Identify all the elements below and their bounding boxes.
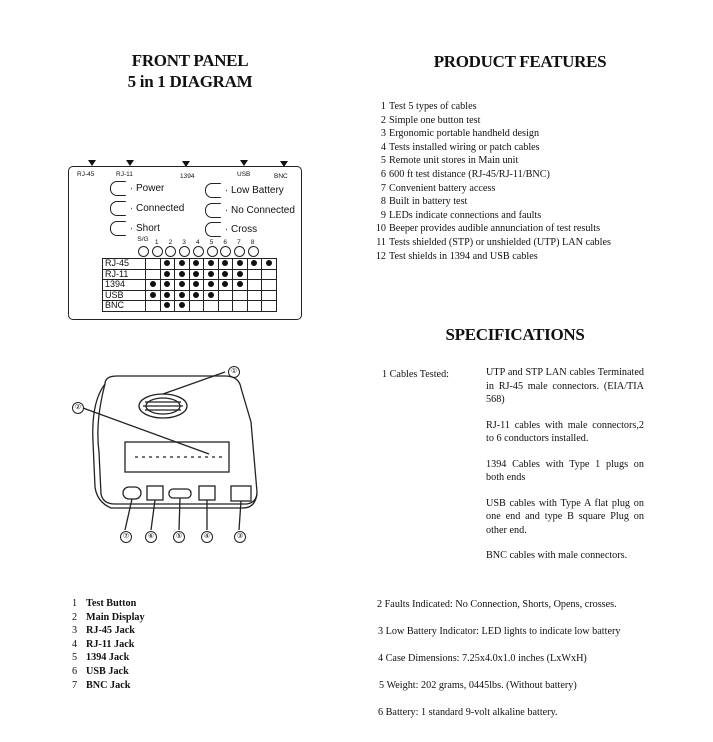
part-number: 3: [72, 625, 78, 637]
parts-list: [72, 597, 145, 692]
grid-cell: [247, 269, 262, 280]
callout-3: ③: [234, 531, 246, 543]
pin-dot-icon: [179, 292, 185, 298]
cable-type-description: RJ-11 cables with male connectors,2 to 6 conductors installed.: [486, 419, 644, 444]
usb-jack: [147, 486, 163, 500]
pin-dot-icon: [164, 292, 170, 298]
pin-label: S/G: [137, 236, 149, 243]
pin-dot-icon: [208, 260, 214, 266]
bnc-jack: [123, 487, 141, 499]
led-cross-label: Cross: [231, 224, 258, 235]
grid-cell: [146, 280, 161, 291]
grid-row-label: BNC: [103, 301, 146, 312]
port-label-rj11: RJ-11: [116, 171, 133, 178]
led-indicator-icon: [205, 203, 227, 218]
grid-cell: [189, 301, 204, 312]
cable-type-description: USB cables with Type A flat plug on one end and type B square Plug on other end.: [486, 497, 644, 536]
grid-cell: [262, 290, 277, 301]
led-indicator-icon: [110, 181, 132, 196]
grid-cell: [247, 280, 262, 291]
grid-cell: [233, 269, 248, 280]
pin-led-icon: [138, 246, 149, 257]
grid-cell: [175, 269, 190, 280]
features-list: [372, 100, 702, 263]
part-label: RJ-11 Jack: [86, 638, 135, 650]
part-item: [72, 679, 145, 693]
led-connected: [110, 201, 184, 216]
pin-label: 1: [154, 239, 159, 246]
port-label-bnc: BNC: [274, 173, 288, 180]
pin-label: 2: [168, 239, 173, 246]
grid-cell: [146, 269, 161, 280]
grid-cell: [233, 280, 248, 291]
callout-1: ①: [228, 366, 240, 378]
part-number: 6: [72, 665, 78, 677]
spec-faults: 2 Faults Indicated: No Connection, Shorts, Opens, crosses.: [377, 599, 617, 610]
part-item: [72, 651, 145, 665]
pin-label: 3: [182, 239, 186, 246]
pin-label: 8: [250, 239, 255, 246]
grid-row-label: RJ-11: [103, 269, 146, 280]
feature-number: 7: [380, 182, 386, 194]
feature-number: 11: [376, 236, 386, 248]
pin-led-icon: [207, 246, 218, 257]
front-panel-title: [100, 50, 280, 92]
led-indicator-icon: [205, 183, 227, 198]
callout-6: ⑥: [145, 531, 157, 543]
spec-case-dimensions: 4 Case Dimensions: 7.25x4.0x1.0 inches (LxWxH): [378, 653, 587, 664]
part-item: [72, 665, 145, 679]
led-low-battery-label: Low Battery: [231, 185, 284, 196]
grid-cell: [218, 280, 233, 291]
led-power-label: Power: [136, 183, 165, 194]
part-label: BNC Jack: [86, 679, 131, 691]
feature-number: 3: [380, 128, 386, 140]
feature-text: LEDs indicate connections and faults: [389, 209, 542, 221]
feature-item: [372, 209, 702, 223]
grid-cell: [233, 290, 248, 301]
feature-item: [372, 168, 702, 182]
port-label-1394: 1394: [180, 173, 195, 180]
pin-label: 4: [195, 239, 200, 246]
grid-cell: [189, 269, 204, 280]
callout-5: ⑤: [173, 531, 185, 543]
grid-cell: [146, 301, 161, 312]
feature-number: 8: [380, 196, 386, 208]
grid-cell: [204, 280, 219, 291]
grid-cell: [160, 301, 175, 312]
feature-text: Test 5 types of cables: [389, 101, 477, 112]
pin-dot-icon: [164, 271, 170, 277]
feature-text: Test shields in 1394 and USB cables: [389, 250, 538, 262]
grid-cell: [175, 290, 190, 301]
cable-pin-grid: [102, 258, 277, 312]
grid-cell: [204, 269, 219, 280]
pin-led-icon: [193, 246, 204, 257]
rj11-jack: [199, 486, 215, 500]
pin-dot-icon: [179, 271, 185, 277]
grid-cell: [247, 290, 262, 301]
feature-item: [372, 182, 702, 196]
pin-dot-icon: [222, 271, 228, 277]
specifications-title: SPECIFICATIONS: [445, 325, 585, 344]
part-number: 5: [72, 652, 78, 664]
device-outline: [98, 376, 257, 504]
grid-row-label: RJ-45: [103, 259, 146, 270]
part-number: 2: [72, 611, 78, 623]
grid-row: [103, 290, 277, 301]
pin-dot-icon: [237, 260, 243, 266]
feature-text: Tests shielded (STP) or unshielded (UTP) LAN cables: [389, 236, 611, 248]
part-label: USB Jack: [86, 665, 129, 677]
part-item: [72, 597, 145, 611]
tester-device-drawing: [65, 362, 280, 547]
feature-item: [372, 114, 702, 128]
pin-label: 7: [237, 239, 241, 246]
grid-cell: [247, 259, 262, 270]
pin-dot-icon: [266, 260, 272, 266]
pin-led-icon: [152, 246, 163, 257]
cable-type-description: BNC cables with male connectors.: [486, 550, 628, 561]
pin-dot-icon: [222, 281, 228, 287]
feature-number: 1: [380, 101, 386, 112]
pin-dot-icon: [164, 260, 170, 266]
grid-cell: [160, 269, 175, 280]
feature-number: 10: [375, 223, 386, 235]
grid-cell: [218, 259, 233, 270]
pin-dot-icon: [208, 281, 214, 287]
grid-cell: [262, 301, 277, 312]
spec-battery: 6 Battery: 1 standard 9-volt alkaline battery.: [378, 707, 558, 718]
feature-item: [372, 250, 702, 264]
feature-item: [372, 100, 702, 114]
part-number: 1: [72, 598, 78, 609]
part-label: 1394 Jack: [86, 652, 130, 664]
pin-dot-icon: [193, 260, 199, 266]
front-panel-title-line1: FRONT PANEL: [131, 51, 249, 70]
led-indicator-icon: [205, 222, 227, 237]
feature-text: Remote unit stores in Main unit: [389, 155, 519, 167]
pin-dot-icon: [237, 271, 243, 277]
feature-text: Simple one button test: [389, 114, 481, 126]
pin-dot-icon: [150, 281, 156, 287]
led-connected-label: Connected: [136, 203, 185, 214]
led-low-battery: [205, 183, 284, 198]
part-number: 7: [72, 679, 78, 691]
pin-dot-icon: [222, 260, 228, 266]
spec-low-battery: 3 Low Battery Indicator: LED lights to indicate low battery: [378, 626, 621, 637]
grid-row: [103, 280, 277, 291]
front-panel-title-line2: 5 in 1 DIAGRAM: [127, 72, 253, 91]
feature-text: Convenient battery access: [389, 182, 496, 194]
callout-4: ④: [201, 531, 213, 543]
led-indicator-icon: [110, 221, 132, 236]
part-label: Main Display: [86, 611, 145, 623]
grid-cell: [146, 259, 161, 270]
feature-number: 4: [380, 141, 386, 153]
grid-cell: [189, 290, 204, 301]
grid-row: [103, 301, 277, 312]
grid-row: [103, 269, 277, 280]
led-power: [110, 181, 164, 196]
pin-dot-icon: [179, 302, 185, 308]
pin-label: 5: [209, 239, 214, 246]
feature-text: 600 ft test distance (RJ-45/RJ-11/BNC): [389, 168, 550, 180]
callout-2: ②: [72, 402, 84, 414]
feature-number: 5: [380, 155, 386, 167]
feature-number: 2: [380, 114, 386, 126]
pin-dot-icon: [193, 292, 199, 298]
feature-item: [372, 222, 702, 236]
feature-text: Built in battery test: [389, 196, 468, 208]
feature-number: 6: [380, 168, 386, 180]
grid-cell: [189, 259, 204, 270]
grid-cell: [218, 269, 233, 280]
feature-number: 12: [375, 250, 386, 262]
grid-cell: [233, 301, 248, 312]
led-short-label: Short: [136, 223, 160, 234]
port-label-usb: USB: [237, 171, 251, 178]
grid-cell: [262, 259, 277, 270]
grid-row-label: USB: [103, 290, 146, 301]
pin-led-icon: [248, 246, 259, 257]
grid-cell: [204, 259, 219, 270]
feature-text: Beeper provides audible annunciation of test results: [389, 223, 601, 235]
grid-cell: [204, 301, 219, 312]
pin-dot-icon: [150, 292, 156, 298]
spec-cables-label: 1 Cables Tested:: [382, 369, 450, 380]
cable-type-description: 1394 Cables with Type 1 plugs on both ends: [486, 458, 644, 483]
part-item: [72, 638, 145, 652]
led-short: [110, 221, 160, 236]
grid-cell: [160, 259, 175, 270]
callout-7: ⑦: [120, 531, 132, 543]
grid-row-label: 1394: [103, 280, 146, 291]
part-item: [72, 611, 145, 625]
pin-dot-icon: [251, 260, 257, 266]
pin-dot-icon: [179, 281, 185, 287]
grid-cell: [175, 280, 190, 291]
pin-dot-icon: [164, 302, 170, 308]
part-item: [72, 624, 145, 638]
spec-cables-tested: [486, 366, 644, 563]
feature-text: Ergonomic portable handheld design: [389, 128, 540, 140]
grid-cell: [247, 301, 262, 312]
pin-label: 6: [223, 239, 227, 246]
led-no-connected-label: No Connected: [231, 205, 295, 216]
pin-dot-icon: [193, 281, 199, 287]
port-label-rj45: RJ-45: [77, 171, 95, 178]
led-cross: [205, 222, 257, 237]
grid-cell: [189, 280, 204, 291]
pin-dot-icon: [193, 271, 199, 277]
grid-cell: [218, 290, 233, 301]
pin-led-icon: [234, 246, 245, 257]
led-indicator-icon: [110, 201, 132, 216]
led-no-connected: [205, 203, 295, 218]
grid-cell: [204, 290, 219, 301]
pin-dot-icon: [179, 260, 185, 266]
grid-cell: [146, 290, 161, 301]
feature-item: [372, 127, 702, 141]
feature-item: [372, 236, 702, 250]
part-label: Test Button: [86, 598, 137, 609]
feature-item: [372, 141, 702, 155]
features-title: PRODUCT FEATURES: [433, 52, 607, 71]
cable-type-description: UTP and STP LAN cables Terminated in RJ-45 male connectors. (EIA/TIA 568): [486, 367, 644, 405]
feature-item: [372, 195, 702, 209]
grid-row: [103, 259, 277, 270]
feature-text: Tests installed wiring or patch cables: [389, 141, 540, 153]
grid-cell: [218, 301, 233, 312]
pin-dot-icon: [164, 281, 170, 287]
grid-cell: [160, 290, 175, 301]
grid-cell: [262, 280, 277, 291]
pin-dot-icon: [208, 271, 214, 277]
spec-weight: 5 Weight: 202 grams, 0445lbs. (Without battery): [379, 680, 577, 691]
rj45-jack: [231, 486, 251, 501]
feature-number: 9: [380, 209, 386, 221]
grid-cell: [262, 269, 277, 280]
part-number: 4: [72, 638, 78, 650]
pin-dot-icon: [208, 292, 214, 298]
pin-dot-icon: [237, 281, 243, 287]
grid-cell: [160, 280, 175, 291]
grid-cell: [233, 259, 248, 270]
grid-cell: [175, 301, 190, 312]
feature-item: [372, 154, 702, 168]
jack-1394: [169, 489, 191, 498]
grid-cell: [175, 259, 190, 270]
part-label: RJ-45 Jack: [86, 625, 135, 637]
